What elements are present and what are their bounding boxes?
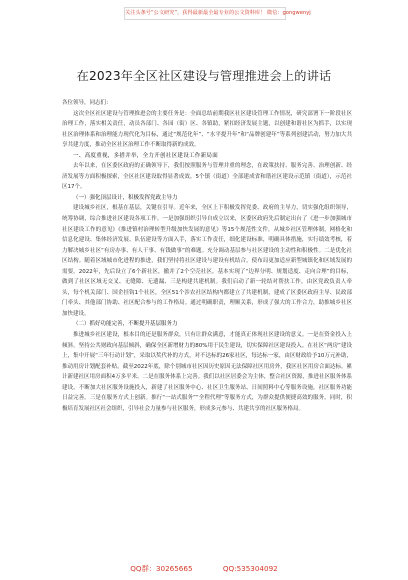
- bottom-contact-banner: [0, 563, 408, 575]
- body-paragraph: 这次全区社区建设与管理推进会的主要任务是：全面总结前期我区社区建设管理工作情况，研究部署下一阶段社区治理工作，落实相关责任，动员各部门、各园（街）区、各镇助，紧扣经济发展主题，以创建和谐社区为抓手，以实现社区治理体系和治理能力现代化为目标，通过“规范化年”、“水平提升年”和“品牌创建年”等系列创建活动，努力加大共享共建力度，推动全区社区治理工作不断取得新的成效。: [62, 110, 352, 149]
- section-heading: （一）强化顶层设计，积极发挥党政主导力: [73, 194, 178, 201]
- paragraph-list: [62, 109, 352, 415]
- qq-number-text: QQ:535304092: [222, 564, 278, 573]
- greeting: 各位领导，同志们：: [62, 100, 112, 106]
- body-paragraph: 推进城乡社区建设，根本目的还是服务群众，只有让群众满意，才能真正体现社区建设的意义。一是在资金投入上倾斜。坚持公共财政向基层倾斜，确保全区新增财力的80%用于民生建设，切实保障社区建设投入。在社区“两房”建设上，集中开展“三年行动计划”，采取以奖代补的方式，对不达标的26家社区，每达标一家，由区财政给予10万元补助，推动用房计划配套补贴。截至2022年底，除个别城市社区因历史原因无法保障社区用房外，我区社区用房合面达标。累计新建社区用房面积4万多平米。二是在服务体系上完善。我们以社区居委会为主体，整合社区资源，推进社区服务体系建设，不断加大社区服务设施投入，新建了社区服务中心、社区卫生服务站、日间照料中心等服务设施，社区服务功能日益完善。三是在服务方式上创新。推行“一站式服务”“全程代理”等服务方式，为群众提供便捷高效的服务。同时，积极培育发展社区社会组织，引导社会力量参与社区服务，形成多元参与、共建共享的社区服务格局。: [62, 332, 352, 412]
- top-promo-banner: 关注头条号“公文研究”，获得最新最全最专业的公文资料库！ 微信：gongwenyj: [124, 7, 286, 20]
- document-body: [62, 98, 352, 546]
- section-heading: 一、高度重视，多措并举，全力开创社区建设工作新局面: [73, 152, 219, 159]
- document-title: 在2023年全区社区建设与管理推进会上的讲话: [76, 69, 332, 83]
- body-paragraph: 去年以来，在区委区政府的正确领导下，我们按照服务与管理并重的理念，在政策扶持、服务完善、治理创新、经济发展等方面积极探索，全区社区建设取得显著成效。5个镇（街道）全部建成省和谐社区建设示范镇（街道），示范社区17个。: [62, 163, 352, 191]
- section-heading: （二）抓好功能完善，不断提升基层服务力: [73, 321, 178, 328]
- qq-group-text: QQ群：30265665: [130, 564, 193, 573]
- body-paragraph: 建设城乡社区，根基在基层，关键在引导。近年来，全区上下积极发挥党委、政府的主导力，切实强化组织领导，统筹协调，综合推进社区建设各项工作。一是加强组织引导自成立以来，区委区政府先后制定出台了《进一步加强城市社区建设工作的意见》《推进镇村治理转型升级加快发展的意见》等15个规范性文件，从城乡社区管理体制，网格化和信息化建设、集体经济发展、队伍建设等方面入手，落实工作责任，细化建设标准，明确具体措施，实行绩效考核，着力解决城乡社区“有房办事、有人干事、有钱做事”的难题。充分调动基层参与社区建设的主动性和积极性。二是优化社区结构。随着区域城市化进程的推进，我们坚持将社区建设与建设有机结合，使布局更加适应新型城镇化和区域发展的需要。2022年，先后设立了6个新社区，撤并了2个空壳社区，基本实现了“边界分明、规划适度、走向合理”的目标，做到了社区区域无交叉、无缝隙、无遗漏、三是构建共建机制。我们启动了新一轮结对帮扶工作，由区党政负责人牵头，每个机关部门、国企挂钩1个社区，全区51个涉农社区结构内都建立了共建机制，建成了区委区政府主导、民政部门牵头、其他部门协助、社区配合参与的工作格局。通过明确职责，理顺关系，形成了强大的工作合力，助推城乡社区加快建设。: [62, 205, 352, 317]
